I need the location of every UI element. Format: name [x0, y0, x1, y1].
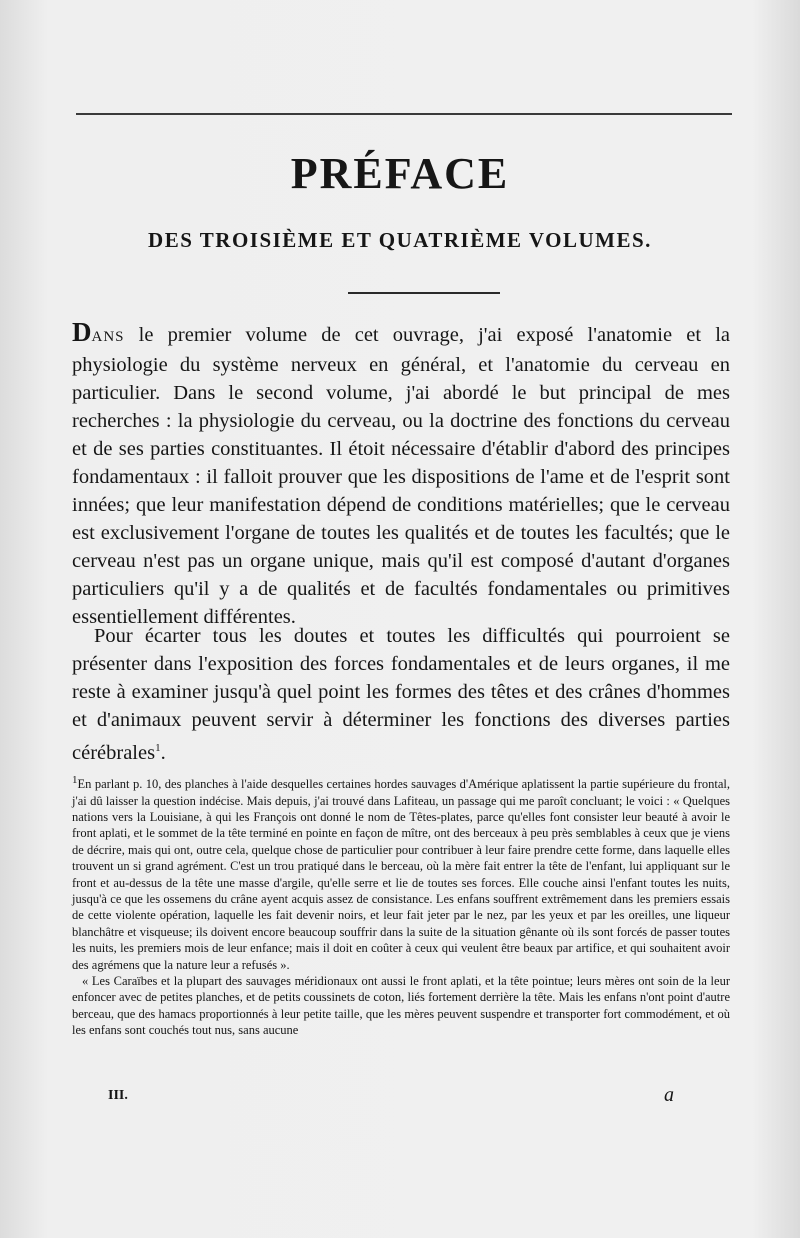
page-subtitle: DES TROISIÈME ET QUATRIÈME VOLUMES. [148, 228, 652, 252]
footnote-reference: 1 [155, 742, 161, 754]
paragraph-2 [72, 622, 730, 767]
paragraph-2-end: . [160, 741, 166, 764]
drop-cap: D [72, 317, 92, 347]
signature-mark: III. [108, 1088, 128, 1103]
footnote-1-text: En parlant p. 10, des planches à l'aide desquelles certaines hordes sauvages d'Amérique aplatissent la partie supérieure du frontal, j'ai dû laisser la question indécise. Mais depuis, j'ai trouvé dans Lafiteau, un passage qui me paroît concluant; le voici : « Quelques nations vers la Louisiane, à qui les François ont donné le nom de Têtes-plates, parce qu'elles font consister leur beauté à avoir le front aplati, et le sommet de la tête terminé en pointe en façon de mître, ont des berceaux à peu près semblables à ceux que je viens de décrire, mais qui ont, outre cela, quelque chose de particulier pour contribuer à leur faire prendre cette forme, dans laquelle elles trouvent un si grand agrément. C'est un trou pratiqué dans le berceau, où la mère fait entrer la tête de l'enfant, lui appliquant sur le front et au-dessus de la tête une masse d'argile, qu'elle serre et lie de toutes ses forces. Elle couche ainsi l'enfant toutes les nuits, jusqu'à ce que les ossemens du crâne ayent acquis assez de consistance. Les enfans souffrent extrêmement dans les premiers essais de cette violente opération, laquelle les fait devenir noirs, et leur fait jeter par le nez, par les yeux et par les oreilles, une liqueur blanchâtre et visqueuse; ils doivent encore beaucoup souffrir dans la suite de la situation gênante où ils sont forcés de passer toutes les nuits, les premiers mois de leur enfance; mais il doit en coûter à ceux qui veulent être beaux par artifice, et qui souhaitent avoir des agrémens que la nature leur a refusés ». [72, 777, 730, 972]
footnotes [72, 772, 730, 1039]
footnote-1 [72, 772, 730, 973]
footnote-1-mark: 1 [72, 774, 78, 786]
footnote-1-continuation: « Les Caraïbes et la plupart des sauvages méridionaux ont aussi le front aplati, et la tête pointue; leurs mères ont soin de la leur enfoncer avec de petites planches, et de petits coussinets de coton, liés fortement derrière la tête. Mais les enfans n'ont point d'autre berceau, que des hamacs proportionnés à leur petite taille, que les mères peuvent suspendre et transporter fort commodément, et où les enfans sont couchés tout nus, sans aucune [72, 974, 730, 1038]
page-title: PRÉFACE [290, 149, 510, 198]
paragraph-2-text: Pour écarter tous les doutes et toutes les difficultés qui pourroient se présenter dans l'exposition des forces fondamentales et de leurs organes, il me reste à examiner jusqu'à quel point les formes des têtes et des crânes d'hommes et d'animaux peuvent servir à déterminer les fonctions des diverses parties cérébrales [72, 625, 730, 764]
paragraph-1-text: le premier volume de cet ouvrage, j'ai exposé l'anatomie et la physiologie du système nerveux en général, et l'anatomie du cerveau en particulier. Dans le second volume, j'ai abordé le but principal de mes recherches : la physiologie du cerveau, ou la doctrine des fonctions du cerveau et de ses parties constituantes. Il étoit nécessaire d'établir d'abord des principes fondamentaux : il falloit prouver que les dispositions de l'ame et de l'esprit sont innées; que leur manifestation dépend de conditions matérielles; que le cerveau est exclusivement l'organe de toutes les qualités et de toutes les facultés; que le cerveau n'est pas un organe unique, mais qu'il est composé d'autant d'organes particuliers qu'il y a de qualités et de facultés fondamentales ou primitives essentiellement différentes. [72, 324, 730, 628]
gathering-mark: a [664, 1084, 674, 1106]
paragraph-1 [72, 318, 730, 631]
title-divider [348, 292, 500, 294]
drop-cap-smallcaps: ANS [91, 329, 125, 345]
header-rule [76, 113, 732, 115]
